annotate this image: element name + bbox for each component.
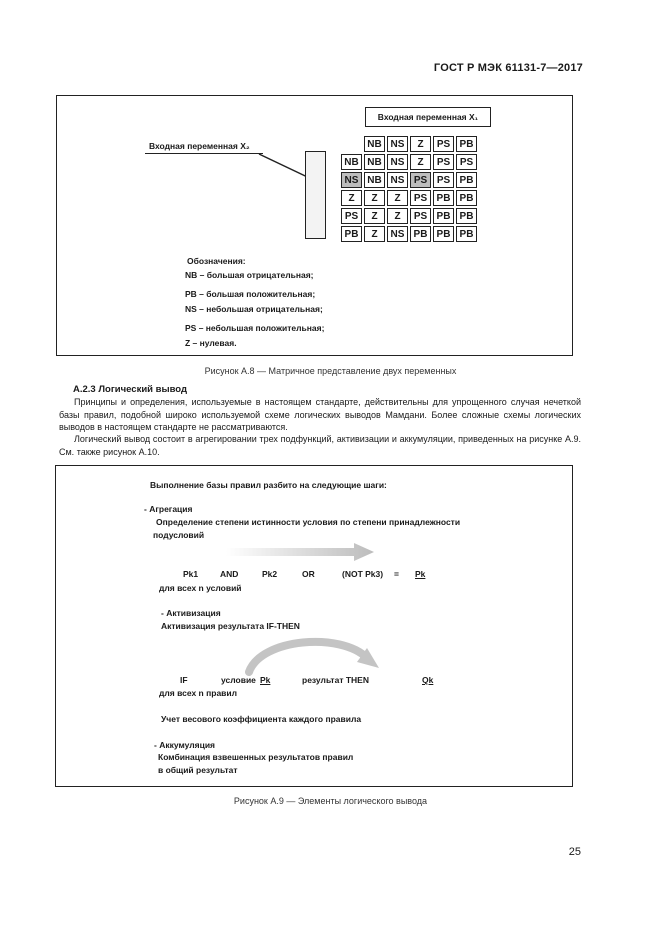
- section-paragraph-1: [59, 396, 581, 434]
- matrix-row-header-highlighted: NS: [341, 172, 362, 188]
- accumulation-description: Комбинация взвешенных результатов правил: [158, 752, 354, 762]
- matrix-cell: PS: [456, 154, 477, 170]
- matrix-cell: NS: [387, 172, 408, 188]
- matrix-cell: Z: [364, 190, 385, 206]
- legend-item: NS – небольшая отрицательная;: [185, 303, 323, 314]
- for-all-conditions: для всех n условий: [159, 583, 242, 593]
- matrix-cell: NB: [364, 154, 385, 170]
- x2-pointer-line: [145, 153, 263, 154]
- matrix-legend: [185, 257, 324, 347]
- accumulation-label: - Аккумуляция: [154, 740, 216, 750]
- matrix-row-header: Z: [341, 190, 362, 206]
- matrix-row: [341, 154, 477, 170]
- figure-a8-caption: Рисунок А.8 — Матричное представление двух переменных: [204, 366, 457, 376]
- matrix-cell: PB: [456, 172, 477, 188]
- activation-label: - Активизация: [161, 608, 221, 618]
- matrix-cell: PB: [433, 190, 454, 206]
- rule-condition: условие: [221, 675, 256, 685]
- activation-curved-arrow: [241, 634, 381, 676]
- aggregation-arrow: [226, 542, 376, 562]
- matrix-cell: Z: [387, 190, 408, 206]
- matrix-col-header: PB: [456, 136, 477, 152]
- formula-pk2: Pk2: [262, 569, 278, 579]
- matrix-cell: PB: [456, 208, 477, 224]
- matrix-row: [341, 208, 477, 224]
- formula-and: AND: [220, 569, 239, 579]
- paragraph-text: Принципы и определения, используемые в настоящем стандарте, действительны для упрощенного случая нечеткой базы правил, подобной широко используемой схеме логических выводов Мамдани. Более сложные схемы логических выводов в настоящем стандарте не рассматриваются.: [59, 397, 581, 432]
- matrix-cell: PB: [433, 208, 454, 224]
- x2-variable-bar: [305, 151, 326, 239]
- matrix-cell: PB: [433, 226, 454, 242]
- legend-item: NB – большая отрицательная;: [185, 269, 314, 280]
- formula-pk-result: Pk: [415, 569, 426, 579]
- matrix-header-row: [341, 136, 477, 152]
- aggregation-description: Определение степени истинности условия по степени принадлежности: [156, 517, 461, 527]
- matrix-cell: PS: [410, 190, 431, 206]
- matrix-row: [341, 190, 477, 206]
- matrix-col-header: Z: [410, 136, 431, 152]
- matrix-row-header: NB: [341, 154, 362, 170]
- matrix-cell: PS: [410, 208, 431, 224]
- matrix-cell: Z: [364, 226, 385, 242]
- figure-a8-box: [56, 95, 573, 356]
- matrix-cell: NS: [387, 154, 408, 170]
- matrix-cell: PB: [456, 190, 477, 206]
- matrix-col-header: NS: [387, 136, 408, 152]
- matrix-cell: PB: [456, 226, 477, 242]
- accumulation-description-cont: в общий результат: [158, 765, 238, 775]
- matrix-row: [341, 172, 477, 188]
- legend-item: Z – нулевая.: [185, 337, 237, 348]
- matrix-cell: NB: [364, 172, 385, 188]
- figure-a9-caption: Рисунок А.9 — Элементы логического вывода: [233, 796, 428, 806]
- matrix-row-header: PS: [341, 208, 362, 224]
- legend-item: PS – небольшая положительная;: [185, 323, 325, 333]
- rule-if: IF: [180, 675, 188, 685]
- legend-title: Обозначения:: [187, 256, 246, 266]
- input-x2-label: Входная переменная X₂: [149, 141, 250, 151]
- formula-equals: =: [394, 569, 399, 579]
- matrix-cell: PS: [433, 154, 454, 170]
- for-all-rules: для всех n правил: [159, 688, 238, 698]
- matrix-cell: PS: [433, 172, 454, 188]
- matrix-row: [341, 226, 477, 242]
- legend-item: PB – большая положительная;: [185, 289, 316, 299]
- aggregation-label: - Агрегация: [144, 504, 193, 514]
- rule-pk: Pk: [260, 675, 271, 685]
- matrix-cell: PB: [410, 226, 431, 242]
- rule-result-then: результат THEN: [302, 675, 369, 685]
- page-number: 25: [568, 846, 581, 858]
- formula-not-pk3: (NOT Pk3): [342, 569, 384, 579]
- formula-pk1: Pk1: [183, 569, 199, 579]
- section-heading: А.2.3 Логический вывод: [73, 384, 188, 395]
- matrix-cell-highlighted: PS: [410, 172, 431, 188]
- matrix-row-header: PB: [341, 226, 362, 242]
- standard-number: ГОСТ Р МЭК 61131-7—2017: [433, 62, 583, 74]
- matrix-cell: Z: [364, 208, 385, 224]
- matrix-col-header: NB: [364, 136, 385, 152]
- figure-a9-box: [55, 465, 573, 787]
- input-x1-label: Входная переменная X₁: [365, 107, 491, 127]
- matrix-cell: Z: [387, 208, 408, 224]
- paragraph-text: Логический вывод состоит в агрегировании трех подфункций, активизации и аккумуляции, приведенных на рисунке А.9. См. также рисунок А.10.: [59, 434, 581, 457]
- formula-or: OR: [302, 569, 315, 579]
- rule-matrix: [339, 134, 479, 244]
- matrix-corner: [341, 136, 362, 152]
- rules-title: Выполнение базы правил разбито на следующие шаги:: [150, 480, 387, 490]
- matrix-cell: NS: [387, 226, 408, 242]
- aggregation-description-cont: подусловий: [153, 530, 205, 540]
- rule-qk: Qk: [422, 675, 434, 685]
- section-paragraph-2: [59, 433, 581, 458]
- matrix-col-header: PS: [433, 136, 454, 152]
- weight-note: Учет весового коэффициента каждого правила: [161, 714, 362, 724]
- activation-description: Активизация результата IF-THEN: [161, 621, 300, 631]
- matrix-cell: Z: [410, 154, 431, 170]
